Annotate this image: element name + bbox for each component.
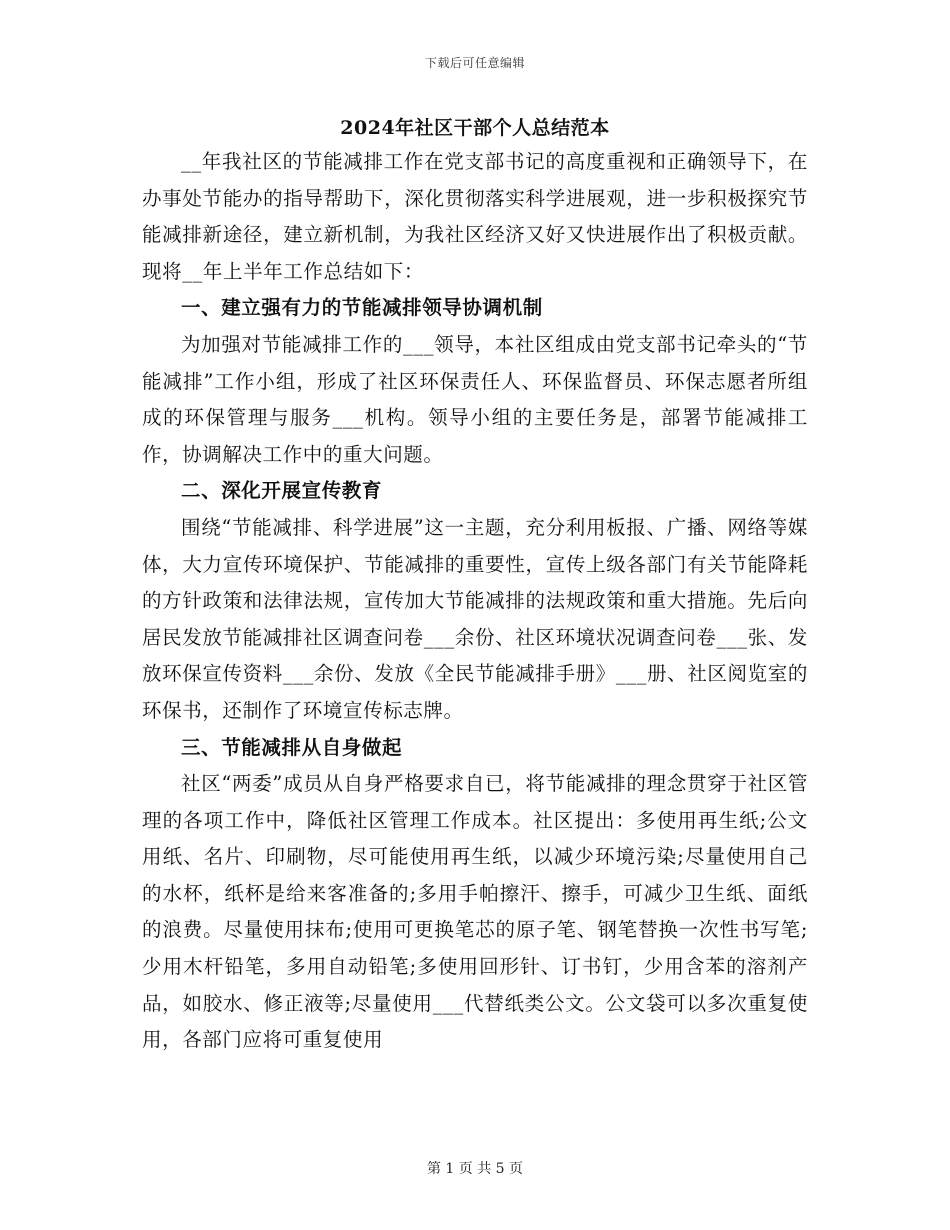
- page-number: 第 1 页 共 5 页: [426, 1161, 524, 1177]
- document-title: 2024年社区干部个人总结范本: [340, 117, 610, 139]
- document-body: [142, 112, 808, 1059]
- header-note: 下载后可任意编辑: [424, 56, 525, 70]
- section-heading-3: 三、节能减排从自身做起: [181, 735, 403, 759]
- section-body-2: 围绕“节能减排、科学进展”这一主题，充分利用板报、广播、网络等媒体，大力宣传环境保护、节能减排的重要性，宣传上级各部门有关节能降耗的方针政策和法律法规，宣传加大节能减排的法规政策和重大措施。先后向居民发放节能减排社区调查问卷___余份、社区环境状况调查问卷___张、发放环保宣传资料___余份、发放《全民节能减排手册》___册、社区阅览室的环保书，还制作了环境宣传标志牌。: [142, 515, 808, 722]
- section-body-3: 社区“两委”成员从自身严格要求自已，将节能减排的理念贯穿于社区管理的各项工作中，降低社区管理工作成本。社区提出：多使用再生纸;公文用纸、名片、印刷物，尽可能使用再生纸，以减少环境污染;尽量使用自己的水杯，纸杯是给来客准备的;多用手帕擦汗、擦手，可减少卫生纸、面纸的浪费。尽量使用抹布;使用可更换笔芯的原子笔、钢笔替换一次性书写笔;少用木杆铅笔，多用自动铅笔;多使用回形针、订书钉，少用含苯的溶剂产品，如胶水、修正液等;尽量使用___代替纸类公文。公文袋可以多次重复使用，各部门应将可重复使用: [142, 772, 808, 1052]
- section-heading-2: 二、深化开展宣传教育: [181, 479, 383, 503]
- intro-paragraph: __年我社区的节能减排工作在党支部书记的高度重视和正确领导下，在办事处节能办的指导帮助下，深化贯彻落实科学进展观，进一步积极探究节能减排新途径，建立新机制，为我社区经济又好又快进展作出了积极贡献。现将__年上半年工作总结如下：: [142, 150, 808, 283]
- section-heading-1: 一、建立强有力的节能减排领导协调机制: [181, 296, 543, 320]
- section-body-1: 为加强对节能减排工作的___领导，本社区组成由党支部书记牵头的“节能减排”工作小组，形成了社区环保责任人、环保监督员、环保志愿者所组成的环保管理与服务___机构。领导小组的主要任务是，部署节能减排工作，协调解决工作中的重大问题。: [142, 332, 808, 466]
